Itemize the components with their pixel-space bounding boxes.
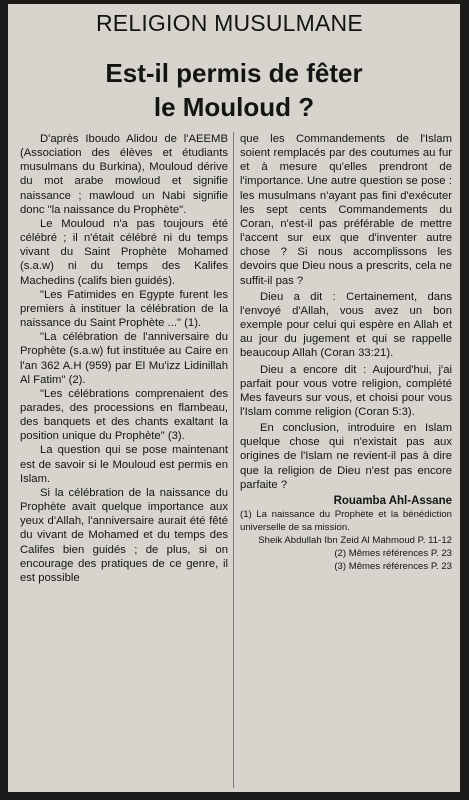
footnote-1: (1) La naissance du Prophète et la bénédiction universelle de sa mission. — [240, 509, 452, 534]
paragraph-coran-5: Dieu a encore dit : Aujourd'hui, j'ai parfait pour vous votre religion, complété Mes faveurs sur vous, et choisi pour vous l'Islam comme religion (Coran 5:3). — [240, 363, 452, 418]
paragraph-coran-33: Dieu a dit : Certainement, dans l'envoyé d'Allah, vous avez un bon exemple pour celui qui espère en Allah et au jour du jugement et qui se rappelle beaucoup Allah (Coran 33:21). — [240, 290, 452, 360]
author-signature: Rouamba Ahl-Assane — [333, 494, 452, 507]
headline-line-2: le Mouloud ? — [153, 92, 315, 122]
article-column-left — [20, 132, 228, 585]
paragraph-question: La question qui se pose maintenant est de savoir si le Mouloud est permis en Islam. — [20, 444, 228, 485]
paragraph-history: Le Mouloud n'a pas toujours été célébré ; il n'était célébré ni du temps vivant du Saint Prophète Mohamed (s.a.w) ni du temps des Kalifes Machedins (califs bien guidés). — [20, 217, 228, 287]
headline-line-1: Est-il permis de fêter — [105, 58, 363, 88]
paragraph-continuation: que les Commandements de l'Islam soient remplacés par des coutumes au fur et à mesure qu'elles prendront de l'importance. Une autre question se pose : les musulmans n'ayant pas fini d'exécuter les sept cents Commandements du Coran, n'est-il pas préférable de mettre l'accent sur eux que d'inventer autre chose ? Si nous accomplissons les devoirs que Dieu nous a prescrits, cela ne suffit-il pas ? — [240, 133, 452, 287]
paragraph-quote-2: "La célébration de l'anniversaire du Prophète (s.a.w) fut instituée au Caire en l'an 362 A.H (959) par El Mu'izz Lidinillah Al Fatim" (2). — [20, 331, 228, 386]
column-divider — [233, 132, 234, 788]
paragraph-conclusion: En conclusion, introduire en Islam quelque chose qui n'existait pas aux origines de l'Islam ne revient-il pas à dire que la religion de Dieu n'est pas encore parfaite ? — [240, 422, 452, 491]
article-column-right — [240, 132, 452, 573]
newspaper-clipping — [8, 4, 460, 792]
footnote-3: (3) Mêmes références P. 23 — [334, 561, 452, 573]
footnote-2: (2) Mêmes références P. 23 — [334, 548, 452, 560]
paragraph-quote-1: "Les Fatimides en Egypte furent les premiers à instituer la célébration de la naissance du Saint Prophète ..." (1). — [20, 288, 228, 330]
footnote-1-source: Sheik Abdullah Ibn Zeid Al Mahmoud P. 11-12 — [258, 535, 452, 547]
paragraph-quote-3: "Les célébrations comprenaient des parades, des processions en flambeau, des banquets et des chants exaltant la position unique du Prophète" (3). — [20, 387, 228, 443]
paragraph-intro: D'après Iboudo Alidou de l'AEEMB (Association des élèves et étudiants musulmans du Burkina), Mouloud dérive du mot arabe mowloud et signifie naissance ; mawloud un Nabi signifie donc "la naissance du Prophète". — [20, 133, 228, 216]
paragraph-argument: Si la célébration de la naissance du Prophète avait quelque importance aux yeux d'Allah, l'anniversaire aurait été fêté du vivant de Mohamed et du temps des Califes bien guidés ; de plus, si on encourage des pratiques de ce genre, il est possible — [20, 486, 228, 584]
section-rubric: RELIGION MUSULMANE — [96, 10, 363, 36]
